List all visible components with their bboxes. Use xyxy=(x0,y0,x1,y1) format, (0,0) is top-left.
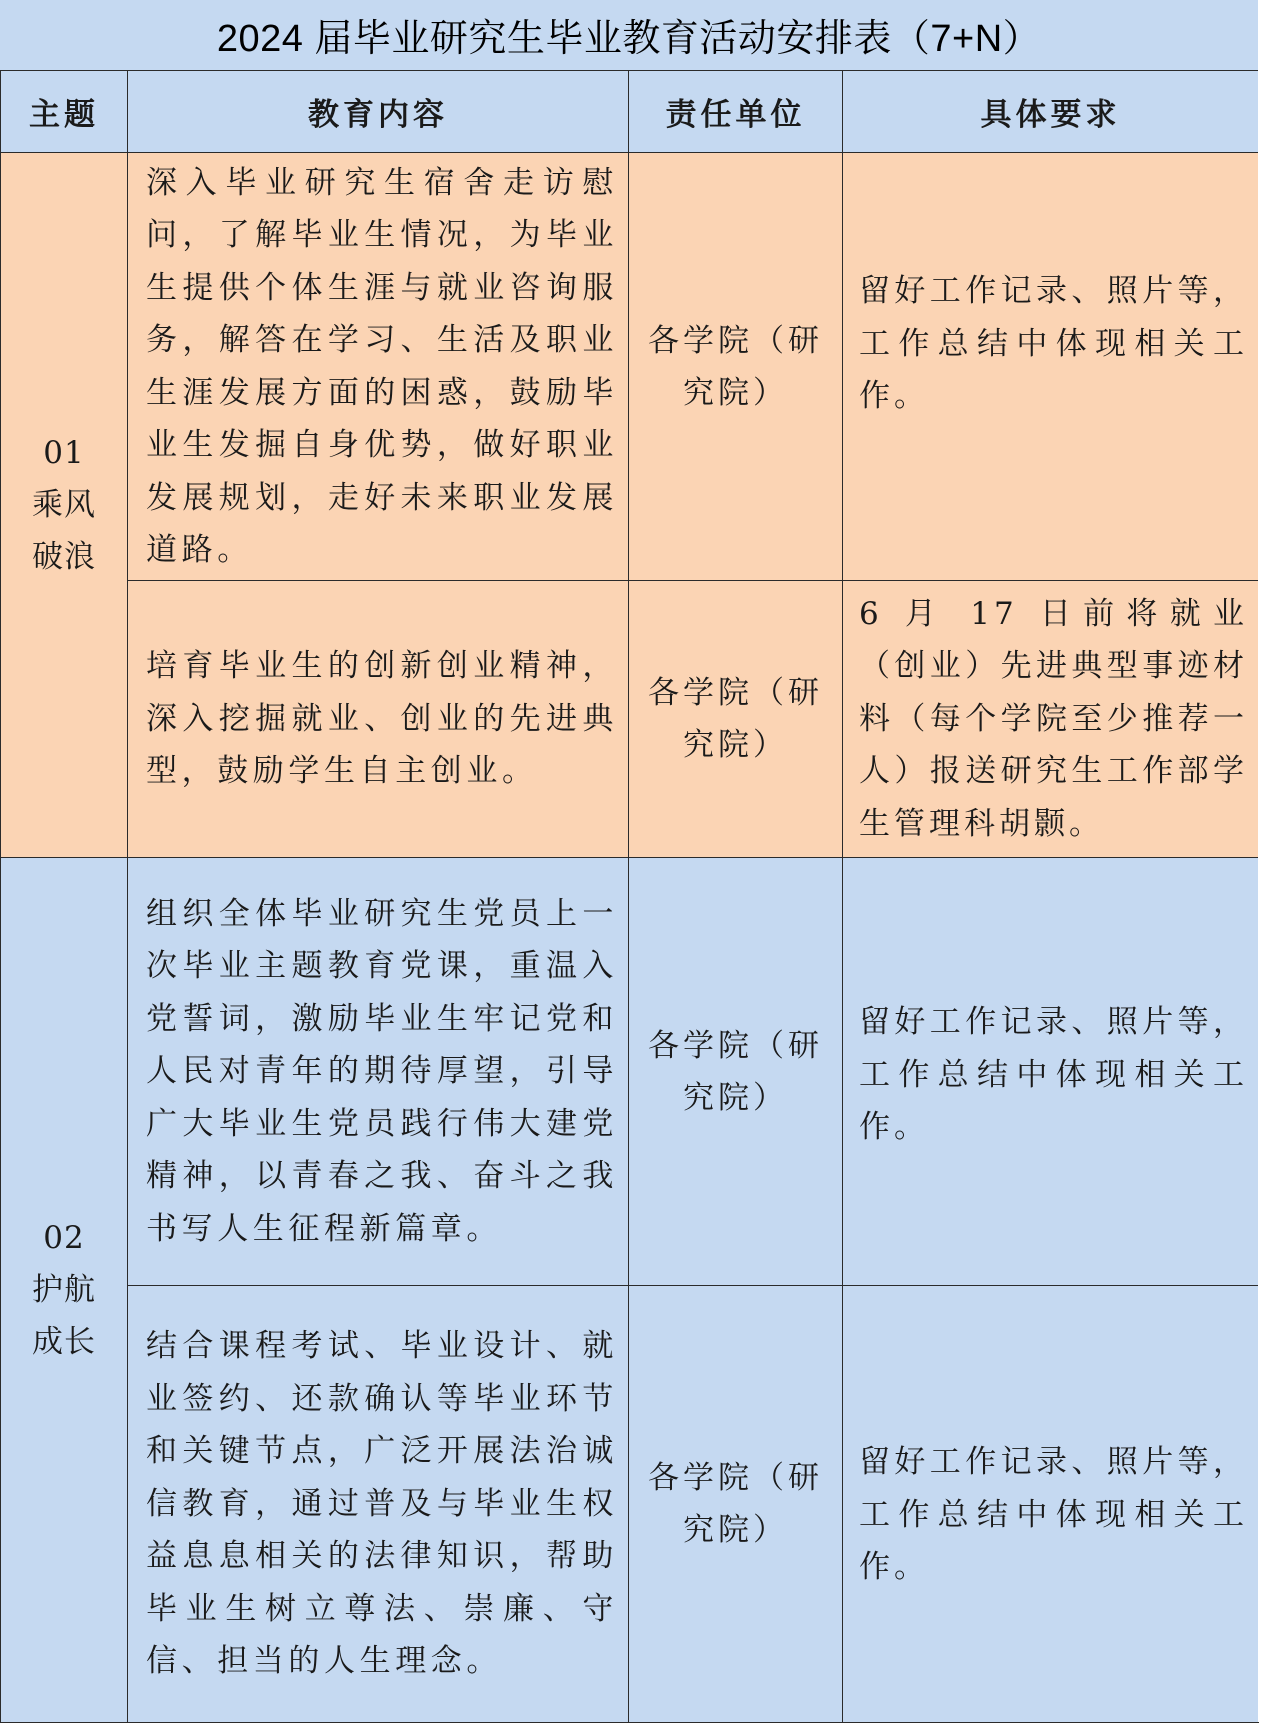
theme-name-line: 乘风 xyxy=(32,487,96,523)
page-margin xyxy=(1258,0,1266,1722)
theme-name-line: 护航 xyxy=(32,1272,96,1308)
unit-cell: 各学院（研究院） xyxy=(629,153,843,581)
page-title: 2024 届毕业研究生毕业教育活动安排表（7+N） xyxy=(216,18,1042,60)
theme-cell xyxy=(1,153,128,858)
content-cell: 组织全体毕业研究生党员上一次毕业主题教育党课，重温入党誓词，激励毕业生牢记党和人民对青年的期待厚望，引导广大毕业生党员践行伟大建党精神，以青春之我、奋斗之我书写人生征程新篇章。 xyxy=(128,858,629,1286)
theme-number: 01 xyxy=(43,435,85,471)
theme-cell xyxy=(1,858,128,1723)
table-row xyxy=(1,581,1259,858)
content-cell: 深入毕业研究生宿舍走访慰问，了解毕业生情况，为毕业生提供个体生涯与就业咨询服务，解答在学习、生活及职业生涯发展方面的困惑，鼓励毕业生发掘自身优势，做好职业发展规划，走好未来职业发展道路。 xyxy=(128,153,629,581)
header-content: 教育内容 xyxy=(128,71,629,153)
theme-number: 02 xyxy=(43,1220,85,1256)
unit-cell: 各学院（研究院） xyxy=(629,1286,843,1723)
unit-cell: 各学院（研究院） xyxy=(629,581,843,858)
theme-name-line: 成长 xyxy=(32,1324,96,1360)
header-row xyxy=(1,71,1259,153)
header-requirement: 具体要求 xyxy=(843,71,1259,153)
schedule-table xyxy=(0,70,1259,1723)
table-row xyxy=(1,858,1259,1286)
requirement-cell: 留好工作记录、照片等，工作总结中体现相关工作。 xyxy=(843,858,1259,1286)
unit-cell: 各学院（研究院） xyxy=(629,858,843,1286)
requirement-cell: 留好工作记录、照片等，工作总结中体现相关工作。 xyxy=(843,1286,1259,1723)
header-theme: 主题 xyxy=(1,71,128,153)
table-row xyxy=(1,153,1259,581)
content-cell: 培育毕业生的创新创业精神，深入挖掘就业、创业的先进典型，鼓励学生自主创业。 xyxy=(128,581,629,858)
theme-name-line: 破浪 xyxy=(32,539,96,575)
content-cell: 结合课程考试、毕业设计、就业签约、还款确认等毕业环节和关键节点，广泛开展法治诚信教育，通过普及与毕业生权益息息相关的法律知识，帮助毕业生树立尊法、崇廉、守信、担当的人生理念。 xyxy=(128,1286,629,1723)
requirement-cell: 留好工作记录、照片等，工作总结中体现相关工作。 xyxy=(843,153,1259,581)
requirement-cell: 6 月 17 日前将就业（创业）先进典型事迹材料（每个学院至少推荐一人）报送研究生工作部学生管理科胡颢。 xyxy=(843,581,1259,858)
header-unit: 责任单位 xyxy=(629,71,843,153)
table-row xyxy=(1,1286,1259,1723)
